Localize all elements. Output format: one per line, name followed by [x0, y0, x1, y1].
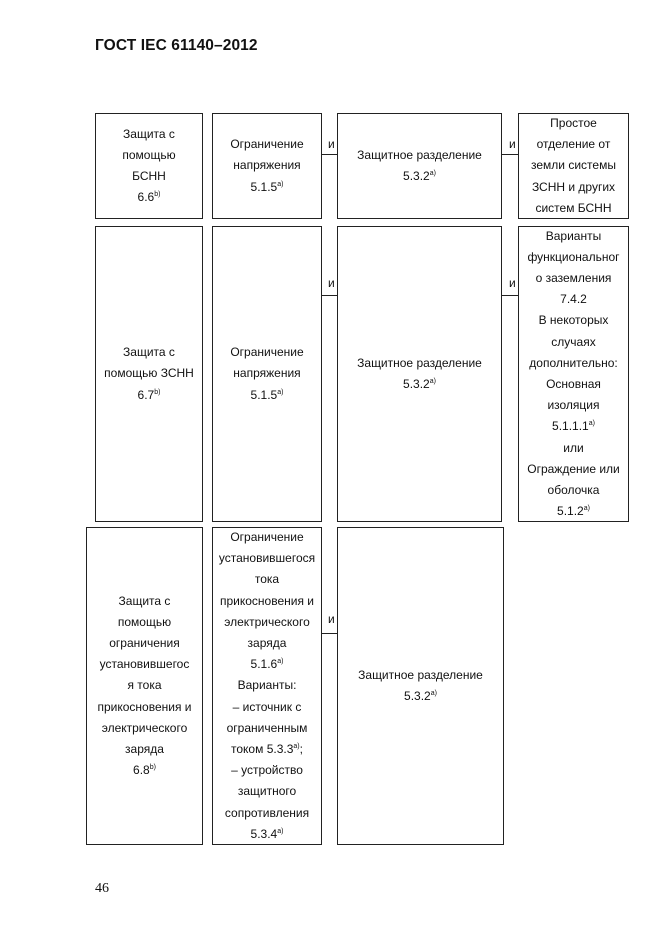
- cell-line: [527, 480, 620, 501]
- box-r2-c2-text: [230, 342, 303, 406]
- footnote-mark: b): [154, 388, 161, 396]
- box-r3-c3: [337, 527, 504, 845]
- cell-line: [219, 718, 315, 739]
- footnote-mark: a): [277, 180, 284, 188]
- cell-line: [230, 342, 303, 363]
- cell-line-text: В некоторых: [538, 313, 609, 328]
- cell-line: [97, 675, 191, 696]
- cell-line-text: прикосновения и: [219, 593, 314, 608]
- cell-line-text: 7.4.2: [560, 292, 587, 307]
- cell-line-text: Защита с: [123, 126, 175, 141]
- footnote-mark: a): [429, 170, 436, 177]
- cell-line: [219, 781, 315, 802]
- cell-line: [219, 548, 315, 569]
- cell-line: [219, 697, 315, 718]
- cell-line-text: током 5.3.3: [231, 742, 294, 757]
- cell-line: [531, 177, 616, 198]
- footnote-mark: a): [583, 505, 590, 513]
- cell-line-text: ограничения: [109, 635, 180, 650]
- box-r2-c1-text: [104, 342, 194, 406]
- cell-line-text: Защита с: [123, 345, 175, 360]
- connector-label-r2-b: и: [509, 276, 516, 290]
- cell-line-text: 6.8: [133, 763, 150, 778]
- cell-line: [527, 332, 620, 353]
- footnote-mark: a): [430, 690, 437, 697]
- cell-line-text: электрического: [101, 720, 188, 735]
- cell-line-text: 5.1.5: [250, 387, 278, 402]
- cell-line-text: Защитное разделение: [358, 667, 483, 682]
- cell-line: [230, 177, 303, 198]
- cell-line: [230, 134, 303, 155]
- cell-line: [219, 675, 315, 696]
- cell-line-text: – источник с: [232, 699, 302, 714]
- cell-line-text: случаях: [551, 334, 596, 349]
- box-r3-c3-text: [358, 665, 483, 707]
- cell-line: [531, 113, 616, 134]
- cell-line-text: я тока: [127, 678, 162, 693]
- cell-line-text: электрического: [224, 614, 310, 629]
- footnote-mark: a): [277, 388, 284, 396]
- cell-line-text: Ограничение: [230, 345, 304, 360]
- footnote-mark: a): [277, 827, 284, 835]
- cell-line: [219, 569, 315, 590]
- cell-line-text: помощью: [117, 614, 172, 629]
- cell-line: [97, 739, 191, 760]
- cell-line-text: – устройство: [231, 763, 303, 778]
- connector-r2-a: [322, 295, 337, 296]
- cell-line: [219, 633, 315, 654]
- cell-line-text: или: [563, 440, 584, 455]
- cell-line-text: Защита с: [118, 593, 171, 608]
- cell-line-text: защитного: [237, 784, 297, 799]
- cell-line-text: Простое: [550, 116, 597, 130]
- cell-line: [219, 612, 315, 633]
- cell-line: [531, 155, 616, 176]
- cell-line-text: изоляция: [547, 398, 600, 413]
- cell-line-text: 5.3.2: [404, 689, 431, 703]
- cell-line: [230, 155, 303, 176]
- cell-line-text: функциональног: [527, 249, 620, 264]
- page-number: 46: [95, 881, 109, 896]
- cell-line-text: 5.1.2: [557, 504, 584, 519]
- cell-line-text: БСНН: [132, 169, 166, 183]
- cell-line-text: сопротивления: [224, 805, 310, 820]
- cell-line: [357, 166, 482, 187]
- box-r3-c1-text: [97, 591, 191, 782]
- cell-line: [104, 342, 194, 363]
- box-r1-c1-text: [122, 124, 175, 209]
- document-header: ГОСТ IEC 61140–2012: [95, 37, 258, 54]
- cell-line: [97, 654, 191, 675]
- cell-line-text: 6.7: [137, 387, 155, 402]
- cell-line: [527, 268, 620, 289]
- cell-line: [97, 718, 191, 739]
- box-r2-c3: [337, 226, 502, 522]
- cell-line-text: 5.3.2: [403, 377, 430, 391]
- cell-line: [219, 824, 315, 845]
- cell-line-text: дополнительно:: [529, 355, 618, 370]
- cell-line: [122, 145, 175, 166]
- cell-line: [531, 134, 616, 155]
- cell-line-suffix: ;: [299, 742, 303, 757]
- cell-line: [527, 459, 620, 480]
- cell-line-text: Ограждение или: [527, 461, 620, 476]
- box-r3-c1: [86, 527, 203, 845]
- cell-line-text: оболочка: [547, 483, 600, 498]
- footnote-mark: b): [154, 191, 161, 199]
- footnote-mark: a): [277, 658, 284, 666]
- cell-line: [97, 633, 191, 654]
- cell-line-text: Варианты:: [237, 678, 297, 693]
- cell-line-text: ЗСНН и других: [531, 179, 616, 194]
- box-r1-c2: [212, 113, 322, 219]
- cell-line-text: земли системы: [531, 158, 616, 173]
- cell-line-text: прикосновения и: [97, 699, 192, 714]
- cell-line: [527, 416, 620, 437]
- box-r2-c4: [518, 226, 629, 522]
- cell-line-text: помощью: [122, 147, 176, 162]
- cell-line-text: 5.3.4: [250, 826, 278, 841]
- footnote-mark: a): [429, 378, 436, 385]
- box-r2-c1: [95, 226, 203, 522]
- cell-line: [122, 166, 175, 187]
- cell-line: [219, 591, 315, 612]
- connector-label-r3-a: и: [328, 612, 335, 626]
- cell-line: [357, 145, 482, 166]
- cell-line-text: 5.1.1.1: [552, 419, 589, 434]
- cell-line: [122, 124, 175, 145]
- footnote-mark: a): [293, 743, 300, 751]
- cell-line-text: установившегося: [218, 551, 316, 566]
- footnote-mark: a): [588, 420, 595, 428]
- box-r2-c3-text: [357, 353, 482, 395]
- cell-line-text: Варианты: [545, 228, 602, 243]
- box-r2-c4-text: [527, 226, 620, 522]
- box-r2-c2: [212, 226, 322, 522]
- cell-line: [219, 760, 315, 781]
- cell-line-text: 5.1.5: [250, 179, 278, 194]
- cell-line-text: тока: [254, 572, 280, 587]
- cell-line-text: Ограничение: [230, 529, 304, 544]
- cell-line: [527, 310, 620, 331]
- cell-line: [357, 374, 482, 395]
- cell-line-text: 5.3.2: [403, 169, 430, 183]
- footnote-mark: b): [149, 764, 156, 772]
- connector-r2-b: [502, 295, 518, 296]
- cell-line: [104, 385, 194, 406]
- cell-line-text: напряжения: [233, 158, 301, 173]
- cell-line-text: помощью ЗСНН: [104, 366, 194, 381]
- box-r1-c3-text: [357, 145, 482, 187]
- cell-line: [97, 760, 191, 781]
- box-r1-c3: [337, 113, 502, 219]
- cell-line: [219, 527, 315, 548]
- cell-line-text: 5.1.6: [250, 657, 278, 672]
- cell-line-text: заряда: [125, 742, 164, 756]
- box-r1-c4-text: [531, 113, 616, 219]
- connector-label-r2-a: и: [328, 276, 335, 290]
- cell-line: [358, 665, 483, 686]
- cell-line: [219, 654, 315, 675]
- cell-line-text: напряжения: [233, 366, 301, 381]
- cell-line-text: заряда: [247, 636, 287, 650]
- cell-line: [104, 363, 194, 384]
- cell-line: [527, 289, 620, 310]
- cell-line: [358, 686, 483, 707]
- box-r1-c4: [518, 113, 629, 219]
- cell-line: [527, 247, 620, 268]
- cell-line: [230, 363, 303, 384]
- cell-line: [527, 395, 620, 416]
- connector-label-r1-a: и: [328, 137, 335, 151]
- cell-line-text: о заземления: [535, 270, 612, 285]
- cell-line-text: 6.6: [137, 190, 155, 205]
- cell-line: [219, 739, 315, 760]
- cell-line: [122, 187, 175, 208]
- cell-line-text: систем БСНН: [535, 200, 612, 215]
- cell-line-text: установившегос: [99, 657, 190, 672]
- cell-line: [97, 612, 191, 633]
- cell-line: [527, 226, 620, 247]
- cell-line: [97, 591, 191, 612]
- cell-line-text: Защитное разделение: [357, 147, 482, 162]
- cell-line-text: Основная: [546, 377, 601, 391]
- cell-line: [219, 803, 315, 824]
- cell-line: [527, 374, 620, 395]
- cell-line: [531, 198, 616, 219]
- cell-line-text: Защитное разделение: [357, 355, 482, 370]
- box-r3-c2: [212, 527, 322, 845]
- box-r1-c1: [95, 113, 203, 219]
- box-r1-c2-text: [230, 134, 303, 198]
- cell-line: [527, 438, 620, 459]
- connector-r3-a: [322, 633, 337, 634]
- cell-line: [97, 697, 191, 718]
- connector-label-r1-b: и: [509, 137, 516, 151]
- cell-line: [527, 353, 620, 374]
- box-r3-c2-text: [219, 527, 315, 845]
- cell-line-text: ограниченным: [226, 720, 308, 735]
- connector-r1-a: [322, 154, 337, 155]
- cell-line-text: Ограничение: [230, 137, 304, 152]
- cell-line-text: отделение от: [536, 137, 611, 152]
- connector-r1-b: [502, 154, 518, 155]
- cell-line: [357, 353, 482, 374]
- cell-line: [230, 385, 303, 406]
- cell-line: [527, 501, 620, 522]
